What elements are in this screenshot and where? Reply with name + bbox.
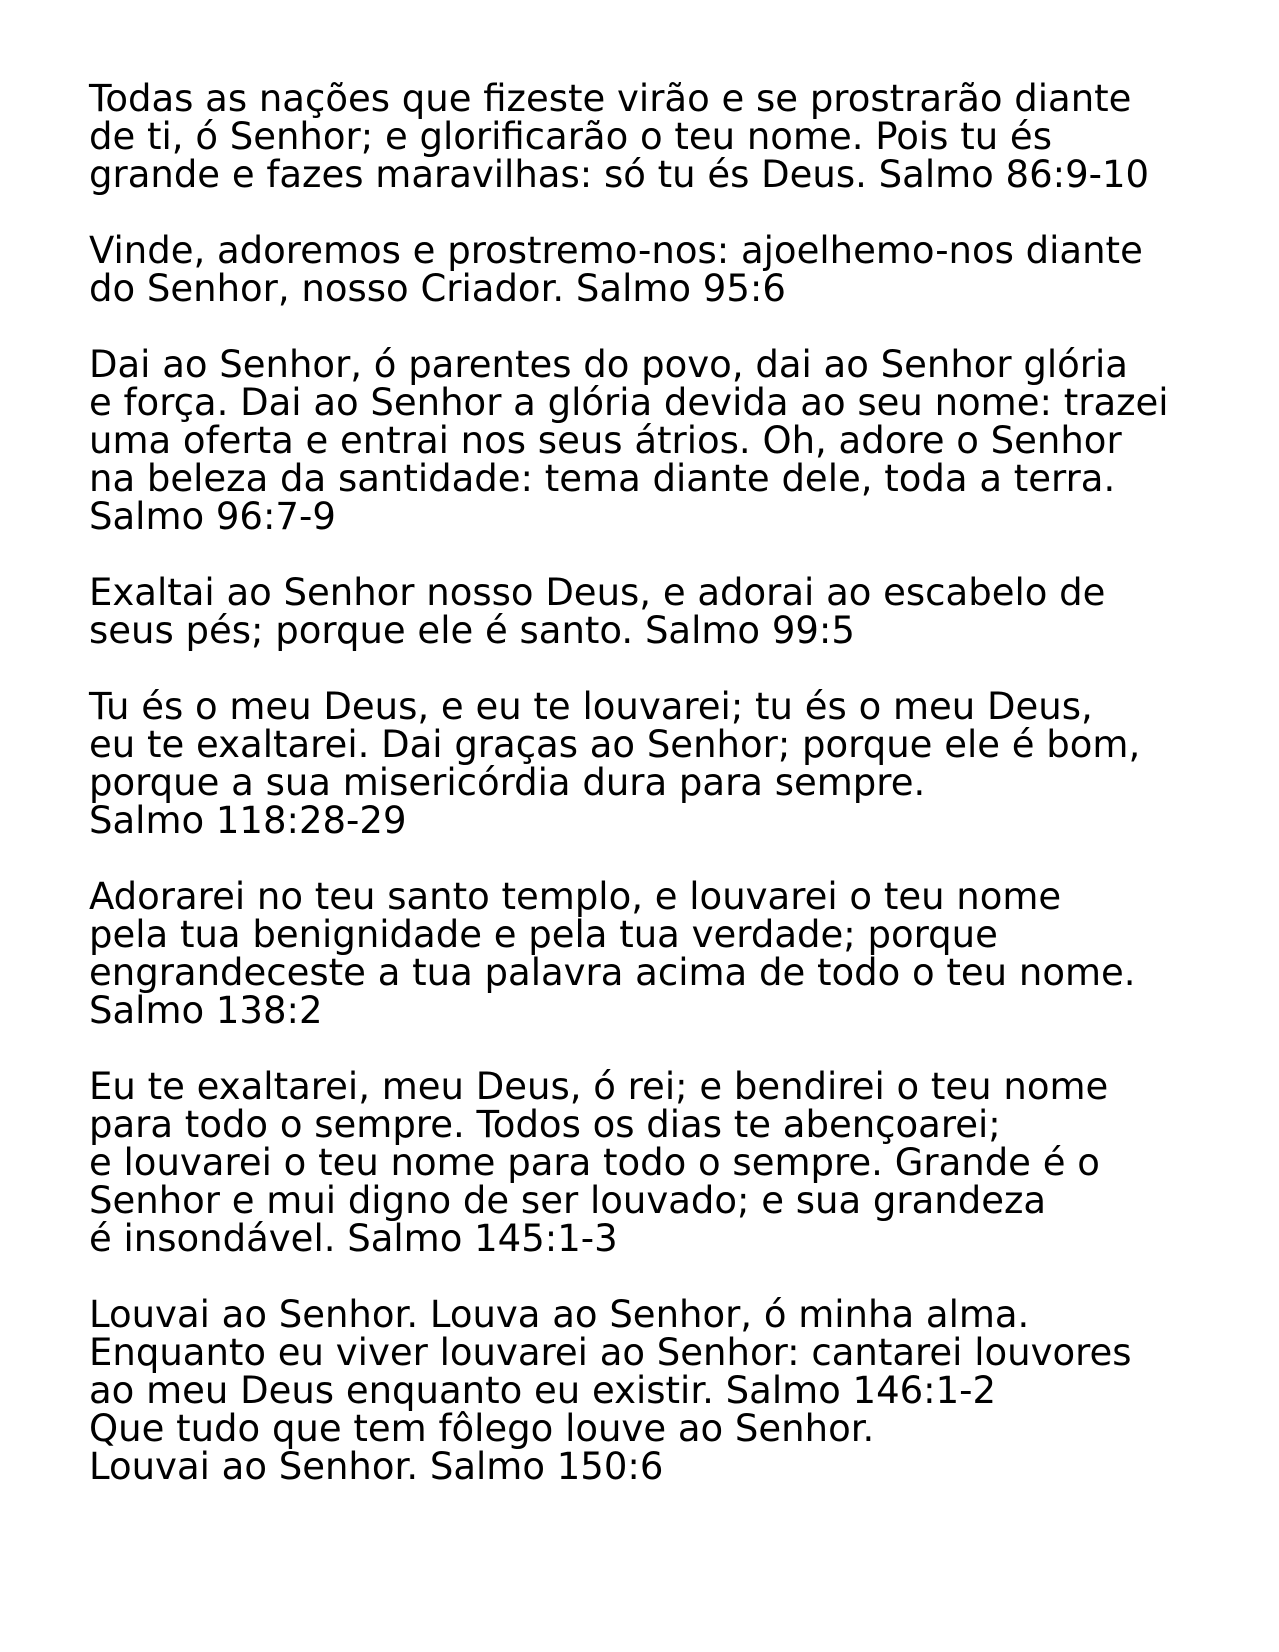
text-line: na beleza da santidade: tema diante dele, toda a terra.	[89, 457, 1116, 500]
text-line: pela tua benignidade e pela tua verdade; porque	[89, 913, 998, 956]
text-line: e louvarei o teu nome para todo o sempre. Grande é o	[89, 1141, 1100, 1184]
text-line: seus pés; porque ele é santo. Salmo 99:5	[89, 609, 855, 652]
passage-psalm-96	[89, 343, 1269, 538]
text-line: Salmo 96:7-9	[89, 495, 336, 538]
text-line: do Senhor, nosso Criador. Salmo 95:6	[89, 267, 786, 310]
text-line: Senhor e mui digno de ser louvado; e sua grandeza	[89, 1179, 1047, 1222]
passage-psalm-146-150	[89, 1293, 1269, 1488]
text-line: Vinde, adoremos e prostremo-nos: ajoelhemo-nos diante	[89, 229, 1143, 272]
text-line: uma oferta e entrai nos seus átrios. Oh, adore o Senhor	[89, 419, 1122, 462]
text-line: Eu te exaltarei, meu Deus, ó rei; e bendirei o teu nome	[89, 1065, 1109, 1108]
document-page	[89, 77, 1269, 1524]
text-line: eu te exaltarei. Dai graças ao Senhor; porque ele é bom,	[89, 723, 1141, 766]
passage-psalm-86	[89, 77, 1269, 196]
text-line: ao meu Deus enquanto eu existir. Salmo 146:1-2	[89, 1369, 997, 1412]
text-line: Louvai ao Senhor. Salmo 150:6	[89, 1445, 664, 1488]
text-line: Louvai ao Senhor. Louva ao Senhor, ó minha alma.	[89, 1293, 1030, 1336]
text-line: Exaltai ao Senhor nosso Deus, e adorai ao escabelo de	[89, 571, 1106, 614]
text-line: Que tudo que tem fôlego louve ao Senhor.	[89, 1407, 875, 1450]
text-line: Dai ao Senhor, ó parentes do povo, dai ao Senhor glória	[89, 343, 1128, 386]
text-line: Salmo 118:28-29	[89, 799, 407, 842]
text-line: engrandeceste a tua palavra acima de todo o teu nome.	[89, 951, 1136, 994]
passage-psalm-99	[89, 571, 1269, 652]
text-line: e força. Dai ao Senhor a glória devida ao seu nome: trazei	[89, 381, 1169, 424]
text-line: porque a sua misericórdia dura para sempre.	[89, 761, 926, 804]
text-line: de ti, ó Senhor; e glorificarão o teu nome. Pois tu és	[89, 115, 1052, 158]
text-line: Tu és o meu Deus, e eu te louvarei; tu és o meu Deus,	[89, 685, 1093, 728]
passage-psalm-95	[89, 229, 1269, 310]
passage-psalm-138	[89, 875, 1269, 1032]
text-line: Todas as nações que fizeste virão e se prostrarão diante	[89, 77, 1132, 120]
text-line: é insondável. Salmo 145:1-3	[89, 1217, 618, 1260]
text-line: Enquanto eu viver louvarei ao Senhor: cantarei louvores	[89, 1331, 1132, 1374]
passage-psalm-145	[89, 1065, 1269, 1260]
text-line: Salmo 138:2	[89, 989, 323, 1032]
text-line: para todo o sempre. Todos os dias te abençoarei;	[89, 1103, 1001, 1146]
text-line: Adorarei no teu santo templo, e louvarei o teu nome	[89, 875, 1062, 918]
passage-psalm-118	[89, 685, 1269, 842]
text-line: grande e fazes maravilhas: só tu és Deus. Salmo 86:9-10	[89, 153, 1150, 196]
